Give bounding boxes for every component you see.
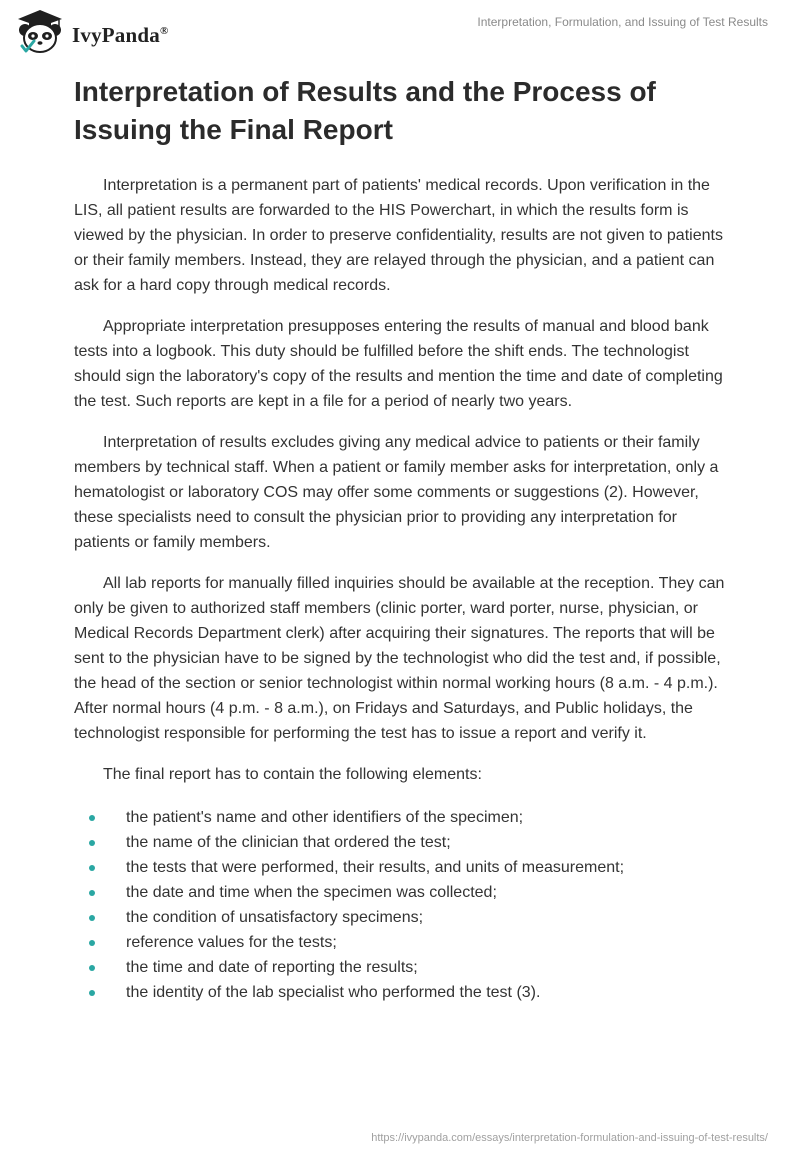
paragraph: Appropriate interpretation presupposes entering the results of manual and blood bank tests into a logbook. This duty should be fulfilled before the shift ends. The technologist should sign the laboratory's copy of the results and mention the time and date of completing the test. Such reports are kept in a file for a period of nearly two years. bbox=[74, 318, 723, 410]
list-item: the condition of unsatisfactory specimens; bbox=[74, 905, 734, 930]
document-title: Interpretation, Formulation, and Issuing of Test Results bbox=[477, 15, 768, 29]
bullet-icon bbox=[89, 915, 95, 921]
bullet-icon bbox=[89, 940, 95, 946]
list-item: the name of the clinician that ordered the test; bbox=[74, 830, 734, 855]
source-url-link[interactable]: https://ivypanda.com/essays/interpretation-formulation-and-issuing-of-test-results/ bbox=[371, 1132, 768, 1144]
page-title: Interpretation of Results and the Process of Issuing the Final Report bbox=[74, 76, 656, 145]
article-body bbox=[74, 173, 734, 1005]
list-item: the identity of the lab specialist who performed the test (3). bbox=[74, 980, 734, 1005]
list-item: the time and date of reporting the results; bbox=[74, 955, 734, 980]
registered-mark: ® bbox=[159, 25, 169, 37]
bullet-icon bbox=[89, 890, 95, 896]
list-item: the tests that were performed, their results, and units of measurement; bbox=[74, 855, 734, 880]
logo[interactable] bbox=[14, 8, 168, 59]
bullet-icon bbox=[89, 965, 95, 971]
paragraph: All lab reports for manually filled inquiries should be available at the reception. They can only be given to authorized staff members (clinic porter, ward porter, nurse, physician, or Medical Records Department clerk) after acquiring their signatures. The reports that will be sent to the physician have to be signed by the technologist who did the test and, if possible, the head of the section or senior technologist within normal working hours (8 a.m. - 4 p.m.). After normal hours (4 p.m. - 8 a.m.), on Fridays and Saturdays, and Public holidays, the technologist responsible for performing the test has to issue a report and verify it. bbox=[74, 575, 725, 742]
report-elements-list bbox=[74, 805, 734, 1005]
paragraph: Interpretation of results excludes giving any medical advice to patients or their family members by technical staff. When a patient or family member asks for interpretation, only a hematologist or laboratory COS may offer some comments or suggestions (2). However, these specialists need to consult the physician prior to providing any interpretation for patients or family members. bbox=[74, 434, 719, 551]
list-intro: The final report has to contain the following elements: bbox=[103, 766, 482, 783]
list-item: reference values for the tests; bbox=[74, 930, 734, 955]
bullet-icon bbox=[89, 865, 95, 871]
bullet-icon bbox=[89, 840, 95, 846]
list-item: the patient's name and other identifiers of the specimen; bbox=[74, 805, 734, 830]
page-header bbox=[0, 0, 800, 60]
brand-name: IvyPanda® bbox=[72, 23, 169, 47]
bullet-icon bbox=[89, 815, 95, 821]
panda-graduate-logo-icon bbox=[14, 8, 66, 59]
list-item: the date and time when the specimen was collected; bbox=[74, 880, 734, 905]
paragraph: Interpretation is a permanent part of patients' medical records. Upon verification in the LIS, all patient results are forwarded to the HIS Powerchart, in which the results form is viewed by the physician. In order to preserve confidentiality, results are not given to patients or their family members. Instead, they are relayed through the physician, and a patient can ask for a hard copy through medical records. bbox=[74, 177, 723, 294]
bullet-icon bbox=[89, 990, 95, 996]
